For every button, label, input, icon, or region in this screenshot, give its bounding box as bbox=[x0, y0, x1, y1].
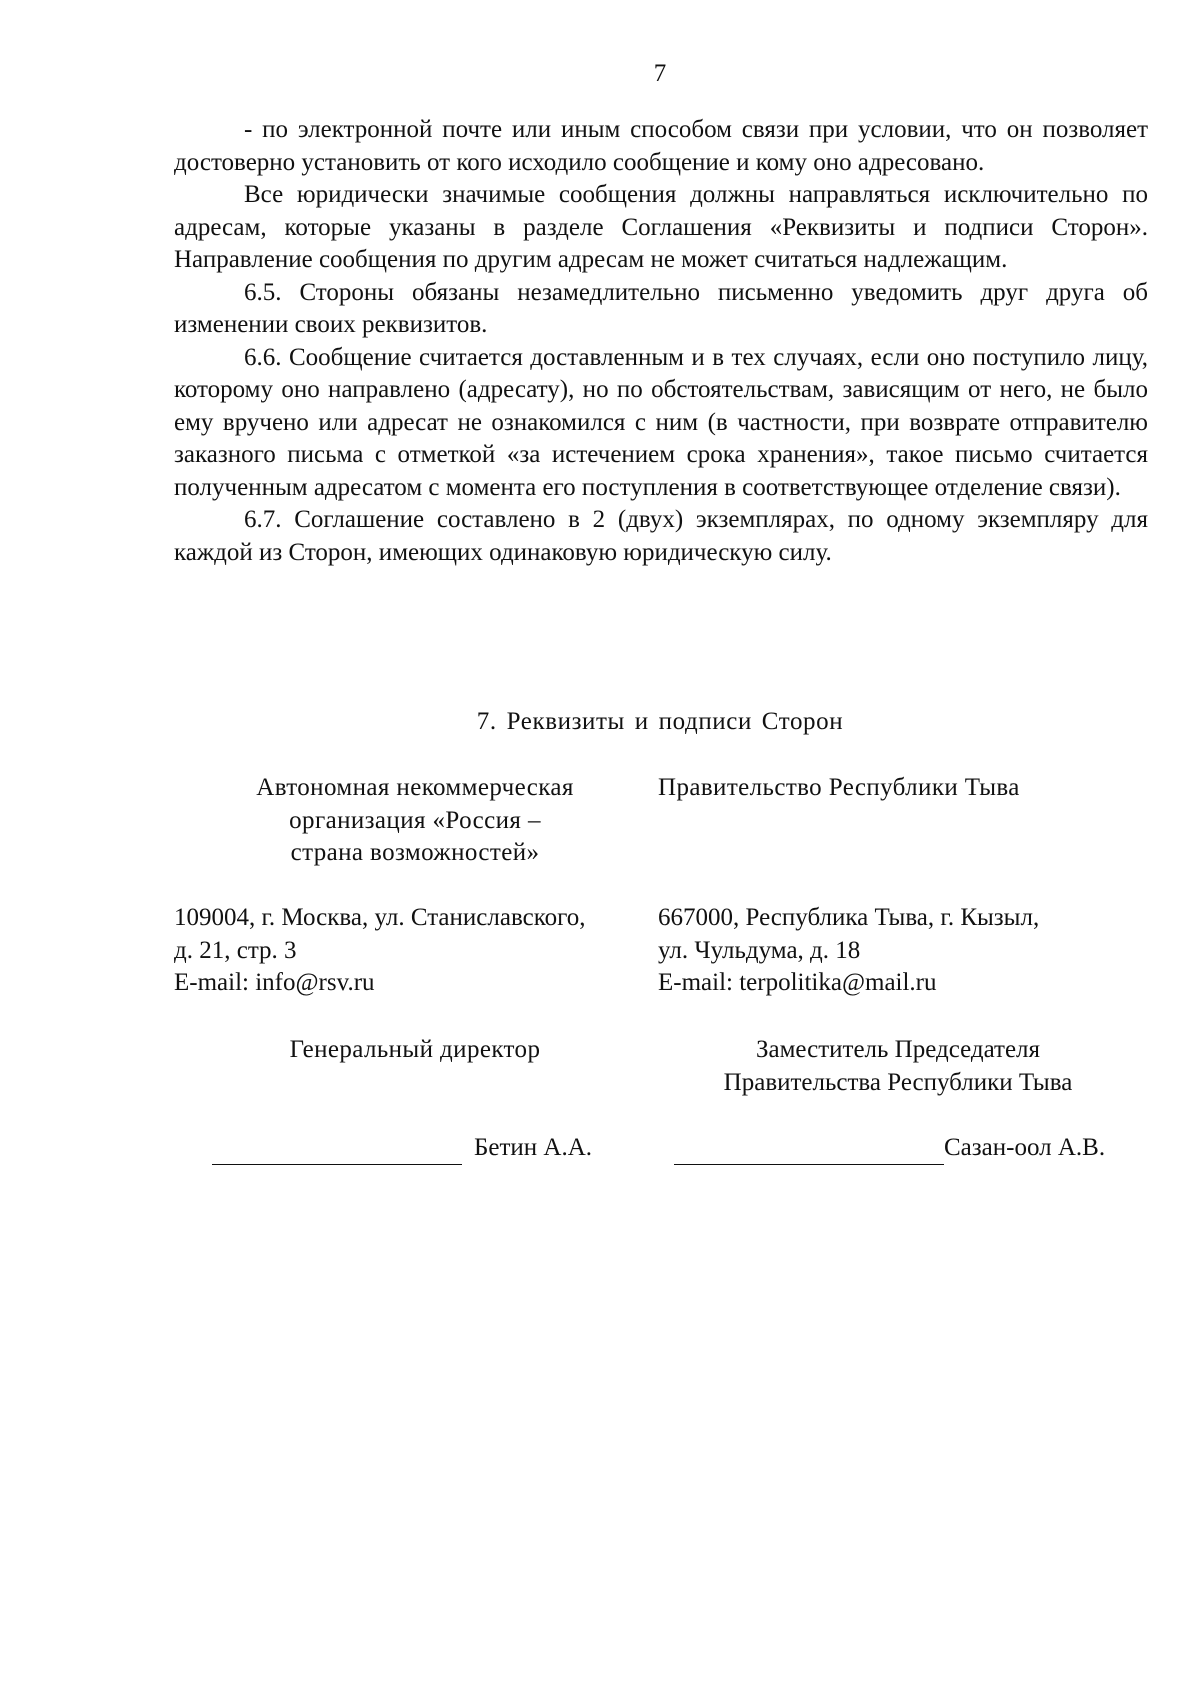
page-number: 7 bbox=[653, 60, 667, 87]
party-left-org-line: Автономная некоммерческая bbox=[256, 774, 574, 801]
paragraph-email-delivery: - по электронной почте или иным способом связи при условии, что он позволяет достоверно установить от кого исходило сообщение и кому оно адресовано. bbox=[174, 116, 1148, 176]
party-right-address-line: 667000, Республика Тыва, г. Кызыл, bbox=[658, 904, 1040, 931]
paragraph-6-5: 6.5. Стороны обязаны незамедлительно письменно уведомить друг друга об изменении своих реквизитов. bbox=[174, 278, 1148, 338]
paragraph-6-7: 6.7. Соглашение составлено в 2 (двух) экземплярах, по одному экземпляру для каждой из Сторон, имеющих одинаковую юридическую силу. bbox=[174, 506, 1148, 566]
party-right-org-line: Правительство Республики Тыва bbox=[658, 774, 1020, 801]
party-left-organization bbox=[210, 772, 620, 870]
signature-line bbox=[674, 1136, 944, 1165]
body-text bbox=[174, 114, 1148, 569]
party-left-position bbox=[210, 1034, 620, 1067]
party-left-org-line: организация «Россия – bbox=[289, 806, 541, 834]
party-right-organization bbox=[658, 772, 1108, 805]
party-left-address-line: 109004, г. Москва, ул. Станиславского, bbox=[174, 904, 586, 931]
signature-line bbox=[212, 1136, 462, 1165]
party-right-signatory: Сазан-оол А.В. bbox=[944, 1134, 1106, 1161]
section-title: 7. Реквизиты и подписи Сторон bbox=[476, 708, 844, 735]
party-right-address bbox=[658, 902, 1138, 1000]
party-right-position bbox=[658, 1034, 1138, 1099]
party-left-signature-block bbox=[212, 1132, 632, 1165]
party-left-org-line: страна возможностей» bbox=[290, 839, 540, 866]
party-right-signature-block bbox=[674, 1132, 1134, 1165]
party-right-email: E-mail: terpolitika@mail.ru bbox=[658, 969, 937, 996]
party-left-position-line: Генеральный директор bbox=[289, 1036, 541, 1063]
party-left-address-line: д. 21, стр. 3 bbox=[174, 936, 297, 964]
party-right-position-line: Правительства Республики Тыва bbox=[723, 1068, 1073, 1096]
party-right-position-line: Заместитель Председателя bbox=[755, 1036, 1041, 1063]
party-left-address bbox=[174, 902, 654, 1000]
paragraph-6-6: 6.6. Сообщение считается доставленным и в тех случаях, если оно поступило лицу, которому оно направлено (адресату), но по обстоятельствам, зависящим от него, не было ему вручено или адресат не ознакомился с ним (в частности, при возврате отправителю заказного письма с отметкой «за истечением срока хранения», такое письмо считается полученным адресатом с момента его поступления в соответствующее отделение связи). bbox=[174, 343, 1148, 501]
paragraph-legal-messages: Все юридически значимые сообщения должны направляться исключительно по адресам, которые указаны в разделе Соглашения «Реквизиты и подписи Сторон». Направление сообщения по другим адресам не может считаться надлежащим. bbox=[174, 181, 1148, 273]
party-left-signatory: Бетин А.А. bbox=[474, 1134, 592, 1161]
party-right-address-line: ул. Чульдума, д. 18 bbox=[658, 936, 861, 964]
party-left-email: E-mail: info@rsv.ru bbox=[174, 969, 375, 996]
